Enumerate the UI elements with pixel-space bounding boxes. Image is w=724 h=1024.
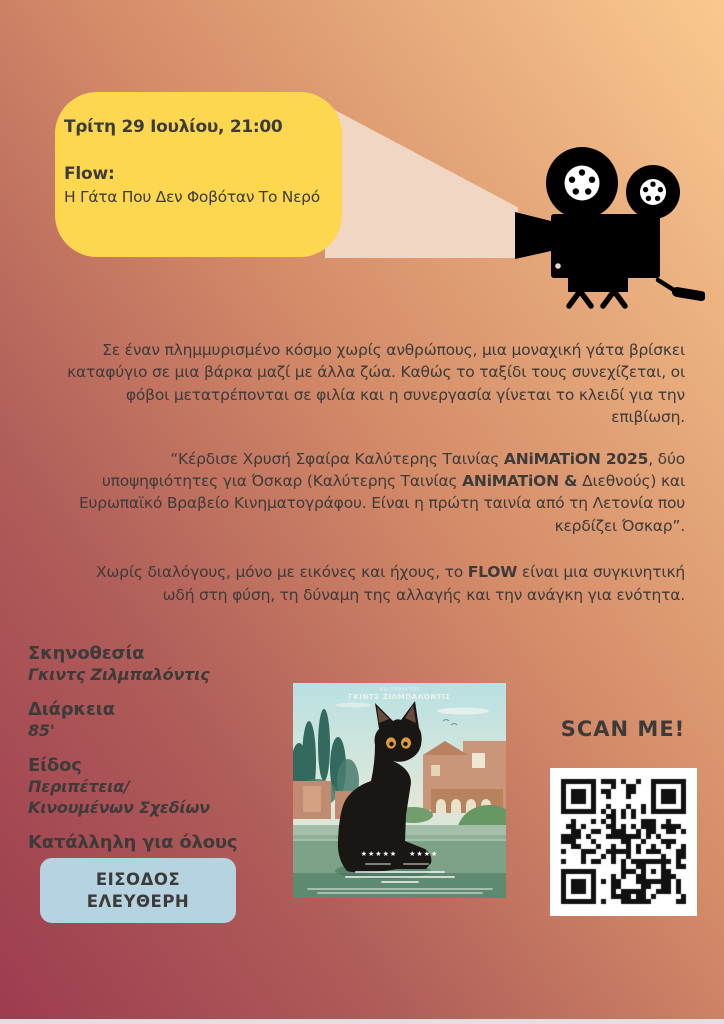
detail-rating xyxy=(28,832,278,853)
film-poster-thumbnail xyxy=(293,683,506,898)
poster-star-ratings xyxy=(293,850,506,858)
projector-light-beam xyxy=(325,100,518,258)
detail-label: Κατάλληλη για όλους xyxy=(28,832,238,853)
synopsis-paragraph-2: “Κέρδισε Χρυσή Σφαίρα Καλύτερης Ταινίας ANiMATiON 2025, δύο υποψηφιότητες για Όσκαρ (Καλύτερης Ταινίας ANiMATiON & Διεθνούς) και Ευρωπαϊκό Βραβείο Κινηματογράφου. Είναι η πρώτη ταινία από τη Λετονία που κερδίζει Όσκαρ”. xyxy=(78,449,685,535)
detail-value: Κινουμένων Σχεδίων xyxy=(28,798,210,817)
film-details xyxy=(28,643,278,867)
detail-direction xyxy=(28,643,278,685)
detail-label: Διάρκεια xyxy=(28,699,115,720)
projector-body xyxy=(551,214,660,278)
projector-lens xyxy=(515,212,551,259)
film-title: Η Γάτα Που Δεν Φοβόταν Το Νερό xyxy=(64,188,320,206)
film-projector-icon xyxy=(505,135,705,315)
stars-right: ★★★★ xyxy=(409,850,439,858)
detail-value: Περιπέτεια/ xyxy=(28,777,130,796)
event-card xyxy=(55,92,342,257)
qr-code xyxy=(550,768,697,916)
admission-line-1: ΕΙΣΟΔΟΣ xyxy=(95,870,181,889)
detail-genre xyxy=(28,755,278,818)
detail-label: Σκηνοθεσία xyxy=(28,643,145,664)
stars-left: ★★★★★ xyxy=(360,850,398,858)
detail-value: 85' xyxy=(28,721,55,740)
film-label: Flow: xyxy=(64,164,115,184)
event-datetime: Τρίτη 29 Ιουλίου, 21:00 xyxy=(64,117,283,137)
synopsis-paragraph-3: Χωρίς διαλόγους, μόνο με εικόνες και ήχους, το FLOW είναι μια συγκινητική ωδή στη φύση, τη δύναμη της αλλαγής και την ανάγκη για ενότητα. xyxy=(95,563,685,604)
admission-line-2: ΕΛΕΥΘΕΡΗ xyxy=(86,891,190,911)
detail-label: Είδος xyxy=(28,755,82,776)
poster-director-credit: ΓΚΙΝΤΣ ΖΙΛΜΠΑΛΟΝΤΙΣ xyxy=(348,693,451,701)
synopsis xyxy=(40,339,685,606)
scan-me-label: SCAN ME! xyxy=(560,717,686,741)
detail-value: Γκιντς Ζιλμπαλόντις xyxy=(28,665,210,684)
synopsis-paragraph-1: Σε έναν πλημμυρισμένο κόσμο χωρίς ανθρώπους, μια μοναχική γάτα βρίσκει καταφύγιο σε μια βάρκα μαζί με άλλα ζώα. Καθώς το ταξίδι τους συνεχίζεται, οι φόβοι μετατρέπονται σε φιλία και η συνεργασία γίνεται το κλειδί για την επιβίωση. xyxy=(67,341,685,427)
bottom-edge-strip xyxy=(0,1019,724,1024)
admission-button[interactable] xyxy=(40,858,236,923)
poster-credit-line: ΜΙΑ ΤΑΙΝΙΑ ΤΟΥ xyxy=(379,686,420,693)
detail-duration xyxy=(28,699,278,741)
